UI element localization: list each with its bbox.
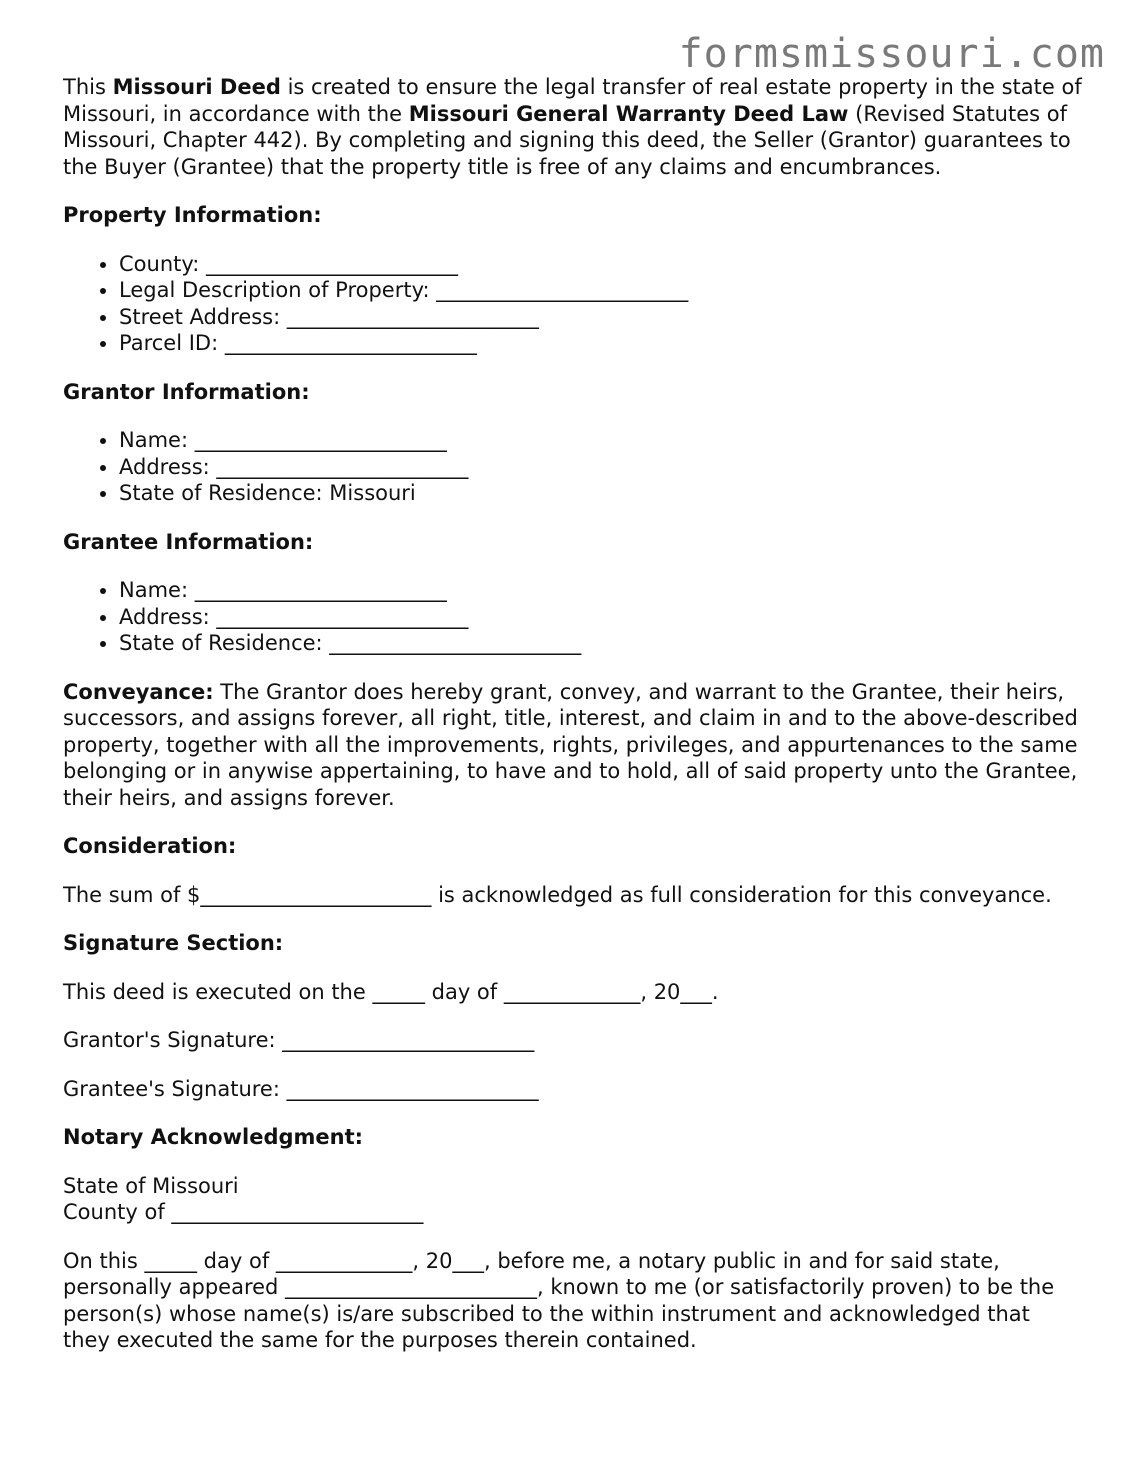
intro-paragraph: [63, 74, 1083, 180]
grantor-name: • Name: ________________________: [119, 427, 1083, 454]
intro-text-1: This: [63, 75, 113, 99]
notary-heading: Notary Acknowledgment:: [63, 1125, 364, 1149]
grantor-list: [63, 427, 1083, 507]
conveyance-text: The Grantor does hereby grant, convey, and warrant to the Grantee, their heirs, successors, and assigns forever, all right, title, interest, and claim in and to the above-described property, together with all the improvements, rights, privileges, and appurtenances to the same belonging or in anywise appertaining, to have and to hold, all of said property unto the Grantee, their heirs, and assigns forever.: [63, 679, 1078, 810]
grantee-address: • Address: ________________________: [119, 604, 1083, 631]
grantor-state: • State of Residence: Missouri: [119, 480, 1083, 507]
notary-county: County of ________________________: [63, 1200, 424, 1224]
intro-bold-deed: Missouri Deed: [112, 75, 281, 99]
grantee-signature-line: Grantee's Signature: ________________________: [63, 1076, 539, 1101]
grantor-signature-line: Grantor's Signature: ________________________: [63, 1028, 535, 1052]
grantor-address: • Address: ________________________: [119, 454, 1083, 481]
property-legal-description: • Legal Description of Property: ________________________: [119, 277, 1083, 304]
intro-text-2: is created to ensure the legal transfer of real estate property in the state of Missouri, in accordance with the: [63, 75, 1082, 126]
property-county: • County: ________________________: [119, 251, 1083, 278]
notary-venue: [63, 1173, 1083, 1226]
grantee-state: • State of Residence: ________________________: [119, 630, 1083, 657]
property-heading: Property Information:: [63, 203, 322, 227]
property-list: [63, 251, 1083, 357]
grantor-heading: Grantor Information:: [63, 379, 310, 404]
notary-text: On this _____ day of _____________, 20___, before me, a notary public in and for said state, personally appeared ________________________, known to me (or satisfactorily proven) to be the person(s) whose name(s) is/are subscribed to the within instrument and acknowledged that they executed the same for the purposes therein contained.: [63, 1248, 1055, 1352]
watermark: formsmissouri.com: [678, 31, 1105, 77]
notary-state: State of Missouri: [63, 1173, 239, 1198]
grantee-heading: Grantee Information:: [63, 529, 314, 554]
executed-date-line: This deed is executed on the _____ day of _____________, 20___.: [63, 979, 719, 1004]
consideration-heading: Consideration:: [63, 834, 237, 858]
conveyance-paragraph: [63, 679, 1083, 812]
intro-text-3: (Revised Statutes of Missouri, Chapter 442). By completing and signing this deed, the Seller (Grantor) guarantees to the Buyer (Grantee) that the property title is free of any claims and encumbrances.: [63, 101, 1071, 179]
deed-document: [63, 74, 1083, 1376]
grantee-list: [63, 577, 1083, 657]
property-parcel-id: • Parcel ID: ________________________: [119, 330, 1083, 357]
property-street-address: • Street Address: ________________________: [119, 304, 1083, 331]
signature-heading: Signature Section:: [63, 931, 284, 955]
conveyance-label: Conveyance:: [63, 679, 214, 704]
grantee-name: • Name: ________________________: [119, 577, 1083, 604]
intro-bold-law: Missouri General Warranty Deed Law: [408, 101, 849, 126]
consideration-text: The sum of $______________________ is acknowledged as full consideration for this conveyance.: [63, 882, 1052, 907]
